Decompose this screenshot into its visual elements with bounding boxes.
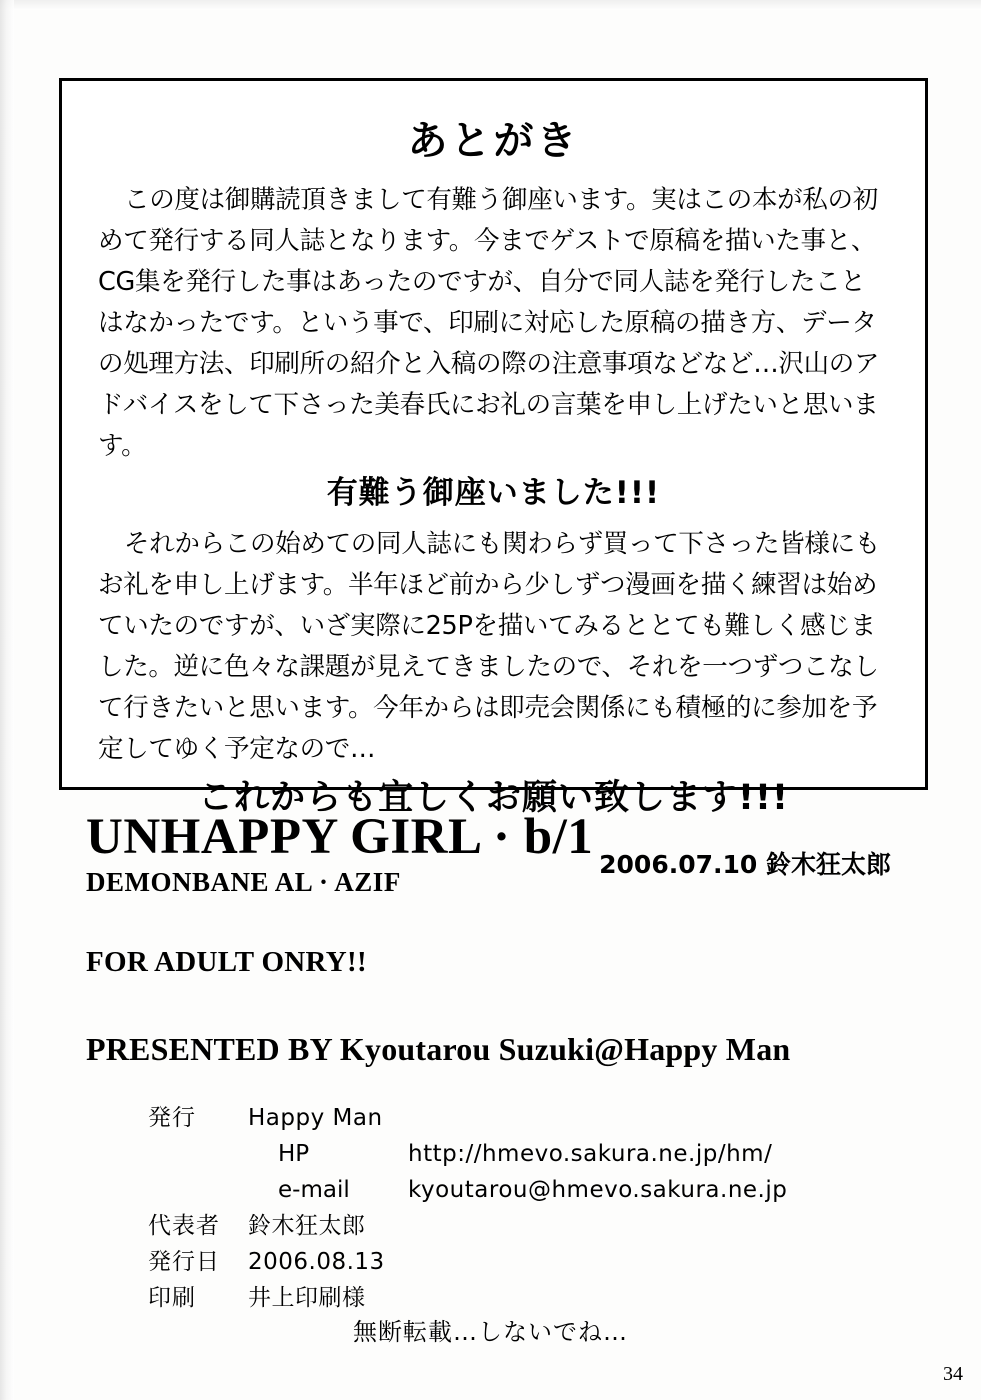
- imprint-value-publisher: Happy Man: [248, 1105, 383, 1131]
- imprint-row-hp: [148, 1136, 848, 1172]
- imprint-value-representative: 鈴木狂太郎: [248, 1213, 366, 1239]
- imprint-label-email: e-mail: [278, 1177, 350, 1203]
- imprint-value-email: kyoutarou@hmevo.sakura.ne.jp: [408, 1177, 788, 1203]
- colophon-block: [86, 810, 946, 1068]
- afterword-title: あとがき: [407, 118, 580, 164]
- page-number: 34: [943, 1363, 963, 1385]
- imprint-row-email: [148, 1172, 848, 1208]
- imprint-row-printer: [148, 1280, 848, 1316]
- imprint-value-printer: 井上印刷様: [248, 1285, 366, 1311]
- imprint-label-publisher: 発行: [148, 1105, 196, 1131]
- imprint-value-hp: http://hmevo.sakura.ne.jp/hm/: [408, 1141, 773, 1167]
- afterword-emphasis-1: 有難う御座いました!!!: [326, 475, 661, 511]
- imprint-label-date: 発行日: [148, 1249, 220, 1275]
- imprint-table: [148, 1100, 848, 1316]
- imprint-label-hp: HP: [278, 1141, 310, 1167]
- reprint-notice: 無断転載…しないでね…: [353, 1318, 628, 1346]
- work-subtitle: DEMONBANE AL · AZIF: [86, 867, 401, 897]
- imprint-label-printer: 印刷: [148, 1285, 196, 1311]
- imprint-value-date: 2006.08.13: [248, 1249, 385, 1275]
- afterword-body: [62, 180, 925, 819]
- afterword-signature: 2006.07.10 鈴木狂太郎: [599, 850, 891, 879]
- presented-by-line: PRESENTED BY Kyoutarou Suzuki@Happy Man: [86, 1031, 791, 1067]
- afterword-emphasis-2: これからも宜しくお願い致します!!!: [198, 778, 789, 818]
- imprint-row-representative: [148, 1208, 848, 1244]
- afterword-paragraph-2: それからこの始めての同人誌にも関わらず買って下さった皆様にもお礼を申し上げます。半年ほど前から少しずつ漫画を描く練習は始めていたのですが、いざ実際に25Pを描いてみるととても難しく感じました。逆に色々な課題が見えてきましたので、それを一つずつこなして行きたいと思います。今年からは即売会関係にも積極的に参加を予定してゆく予定なので…: [98, 529, 881, 764]
- afterword-paragraph-1: この度は御購読頂きまして有難う御座います。実はこの本が私の初めて発行する同人誌となります。今までゲストで原稿を描いた事と、CG集を発行した事はあったのですが、自分で同人誌を発行したことはなかったです。という事で、印刷に対応した原稿の描き方、データの処理方法、印刷所の紹介と入稿の際の注意事項などなど…沢山のアドバイスをして下さった美春氏にお礼の言葉を申し上げたいと思います。: [98, 185, 880, 461]
- scan-edge-top: [0, 0, 981, 10]
- scan-edge-left: [0, 0, 14, 1400]
- imprint-row-publisher: [148, 1100, 848, 1136]
- adult-only-notice: FOR ADULT ONRY!!: [86, 946, 367, 978]
- work-title: UNHAPPY GIRL · b/1: [86, 809, 594, 865]
- imprint-label-representative: 代表者: [148, 1213, 220, 1239]
- imprint-row-date: [148, 1244, 848, 1280]
